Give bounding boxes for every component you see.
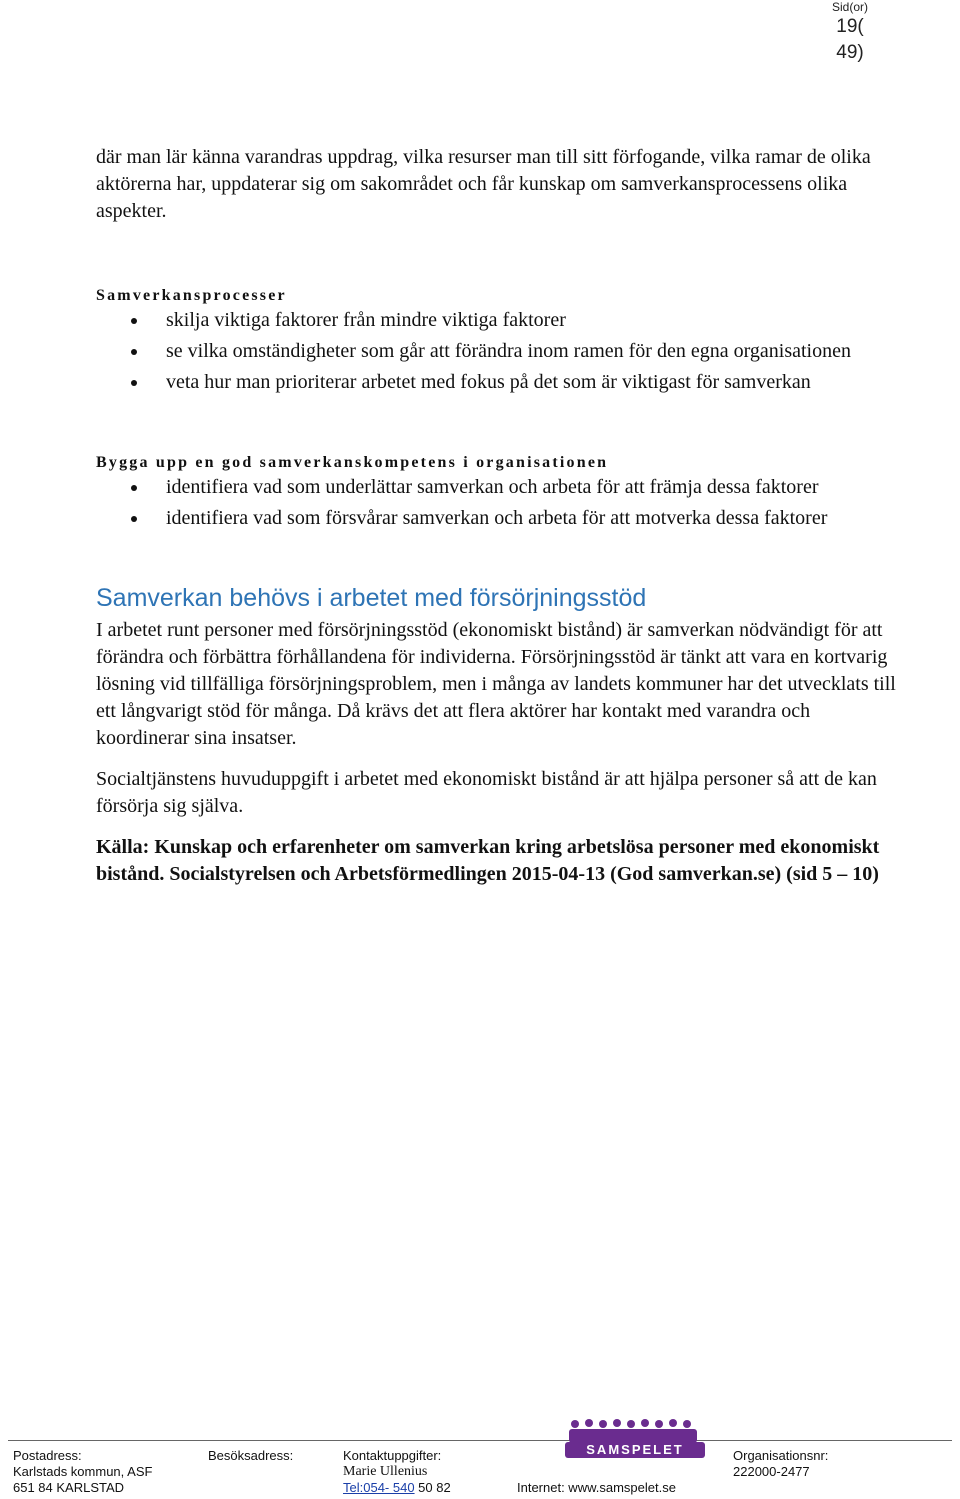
page-number-current: 19( xyxy=(836,16,864,37)
footer-postal-line2: 651 84 KARLSTAD xyxy=(13,1480,125,1495)
list-item: se vilka omständigheter som går att förändra inom ramen för den egna organisationen xyxy=(96,336,896,367)
section-heading-bygga-upp: Bygga upp en god samverkanskompetens i organisationen xyxy=(96,454,609,471)
footer-phone-rest: 50 82 xyxy=(414,1480,451,1495)
footer-divider xyxy=(8,1440,952,1441)
footer-contact xyxy=(343,1448,451,1496)
source-citation xyxy=(96,834,896,888)
document-body xyxy=(96,144,896,908)
source-citation-pages: ) (sid 5 – 10) xyxy=(774,863,879,885)
list-item: veta hur man prioriterar arbetet med fokus på det som är viktigast för samverkan xyxy=(96,367,896,398)
section-heading-forsorjningsstod: Samverkan behövs i arbetet med försörjningsstöd xyxy=(96,584,647,612)
section-heading-samverkansprocesser: Samverkansprocesser xyxy=(96,287,287,304)
samspelet-logo xyxy=(565,1418,705,1460)
bygga-upp-list xyxy=(96,472,896,534)
page-number-total: 49) xyxy=(836,42,864,63)
footer-visit xyxy=(208,1448,293,1464)
logo-text: SAMSPELET xyxy=(586,1442,684,1457)
socialtjansten-paragraph: Socialtjänstens huvuduppgift i arbetet med ekonomiskt bistånd är att hjälpa personer så att de kan försörja sig själva. xyxy=(96,768,877,817)
footer-phone-link[interactable]: Tel:054- 540 xyxy=(343,1480,415,1495)
footer-contact-name: Marie Ullenius xyxy=(343,1464,428,1479)
footer-postal xyxy=(13,1448,152,1496)
page-footer xyxy=(0,1440,960,1499)
footer-org xyxy=(733,1448,828,1480)
footer-internet-text: Internet: www.samspelet.se xyxy=(517,1480,676,1495)
footer-visit-label: Besöksadress: xyxy=(208,1448,294,1463)
page-number xyxy=(832,0,868,66)
footer-postal-label: Postadress: xyxy=(13,1448,82,1463)
footer-contact-label: Kontaktuppgifter: xyxy=(343,1448,442,1463)
footer-postal-line1: Karlstads kommun, ASF xyxy=(13,1464,153,1479)
samverkansprocesser-list xyxy=(96,305,896,398)
intro-paragraph: där man lär känna varandras uppdrag, vilka resurser man till sitt förfogande, vilka ramar de olika aktörerna har, uppdaterar sig om sakområdet och får kunskap om samverkansprocessens olika aspekter. xyxy=(96,146,871,222)
footer-org-label: Organisationsnr: xyxy=(733,1448,829,1463)
footer-org-number: 222000-2477 xyxy=(733,1464,810,1479)
footer-internet xyxy=(517,1480,676,1496)
list-item: identifiera vad som underlättar samverkan och arbeta för att främja dessa faktorer xyxy=(96,472,896,503)
forsorjningsstod-paragraph: I arbetet runt personer med försörjningsstöd (ekonomiskt bistånd) är samverkan nödvändigt för att förändra och förbättra förhållandena för individerna. Försörjningsstöd är tänkt att vara en kortvarig lösning vid tillfälliga försörjningsproblem, men i många av landets kommuner har det utvecklats till ett långvarigt stöd för många. Då krävs det att flera aktörer har kontakt med varandra och koordinerar sina insatser. xyxy=(96,619,896,749)
list-item: skilja viktiga faktorer från mindre viktiga faktorer xyxy=(96,305,896,336)
list-item: identifiera vad som försvårar samverkan och arbeta för att motverka dessa faktorer xyxy=(96,503,896,534)
page-number-label: Sid(or) xyxy=(831,0,868,14)
source-citation-bold: Källa: Kunskap och erfarenheter om samverkan kring arbetslösa personer med ekonomiskt bistånd. Socialstyrelsen och Arbetsförmedlingen 2015-04-13 (God samverkan.se xyxy=(96,836,880,885)
